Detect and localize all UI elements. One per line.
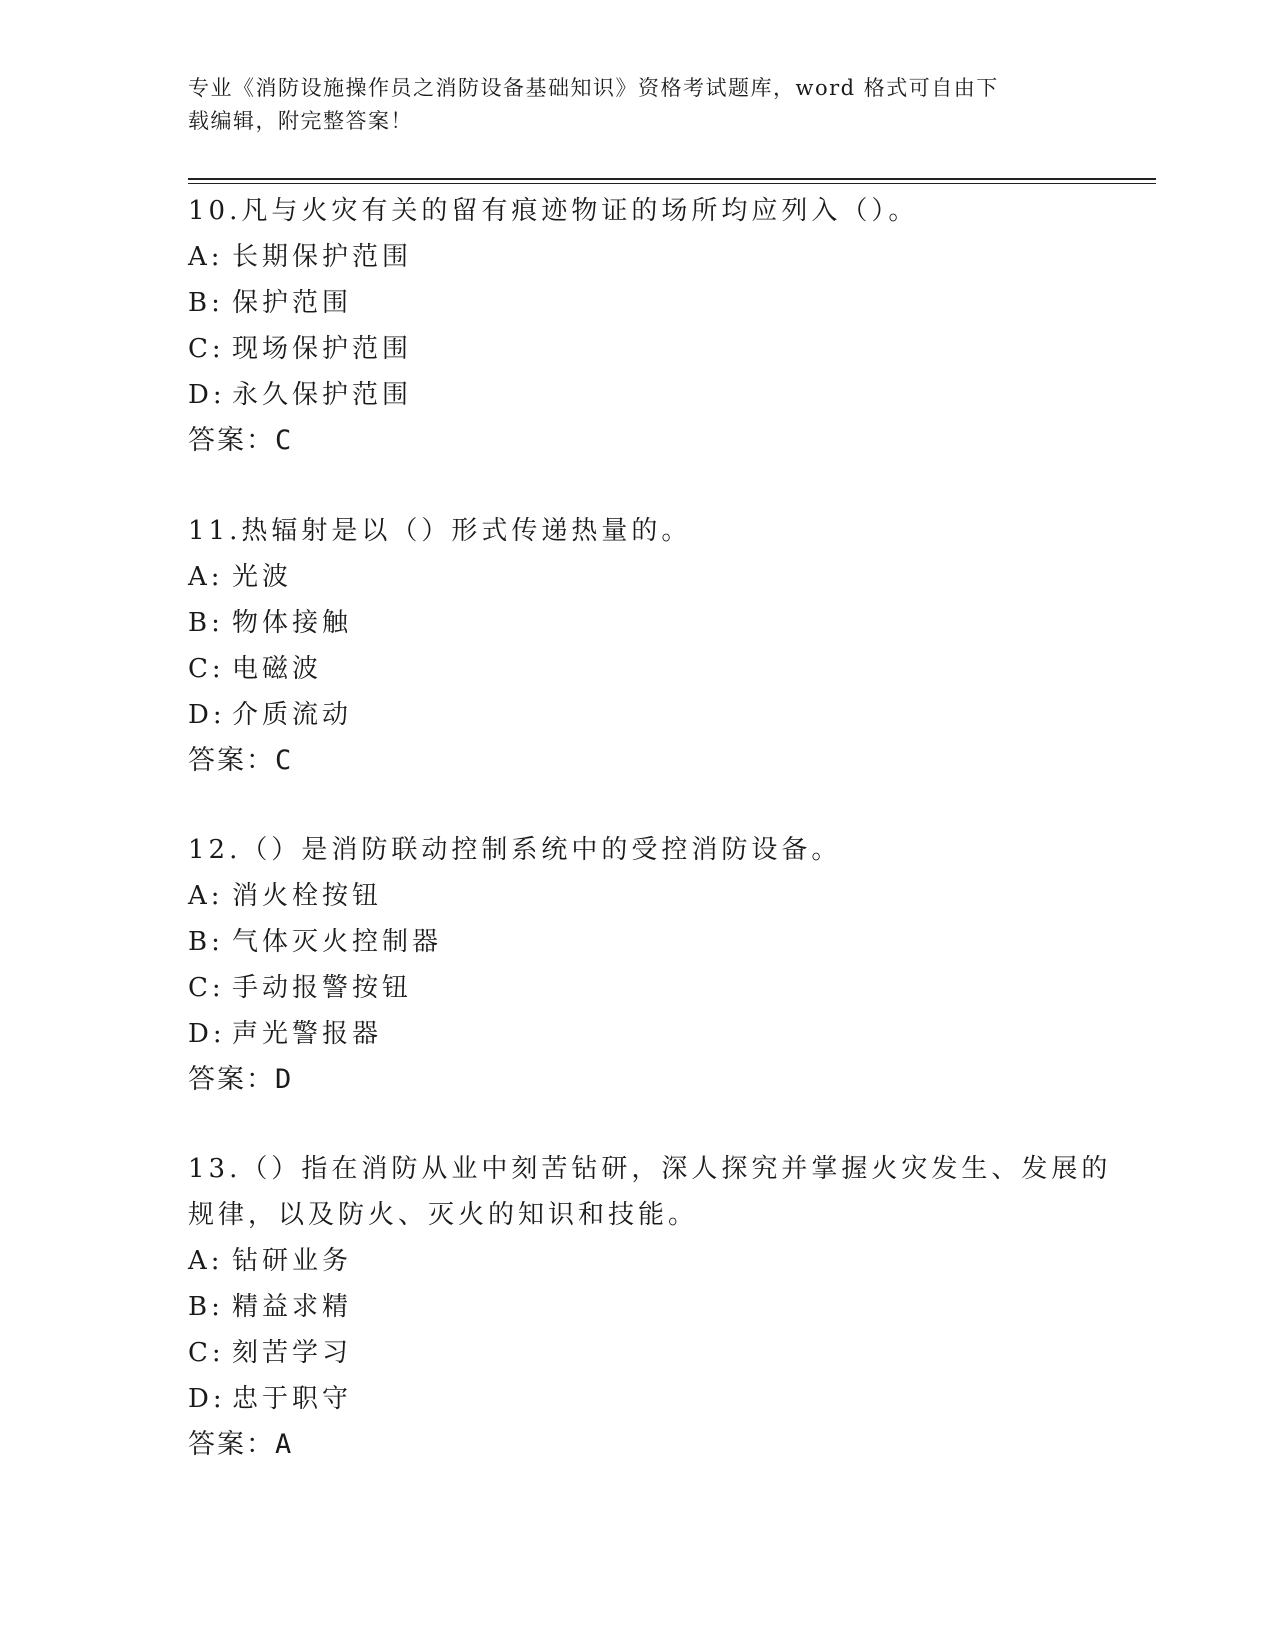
- option-text: 长期保护范围: [232, 242, 413, 272]
- option-letter: C:: [188, 973, 225, 1003]
- option-b: [188, 1284, 1088, 1330]
- option-letter: D:: [188, 700, 226, 730]
- option-a: [188, 234, 1088, 280]
- question-stem: 11.热辐射是以（）形式传递热量的。: [188, 516, 692, 546]
- option-letter: B:: [188, 927, 224, 957]
- answer-line: [188, 1422, 1088, 1468]
- answer-value: A: [275, 1429, 294, 1460]
- question-stem: 12.（）是消防联动控制系统中的受控消防设备。: [188, 835, 842, 865]
- answer-label: 答案：: [188, 425, 275, 456]
- option-c: [188, 1330, 1088, 1376]
- option-c: [188, 965, 1088, 1011]
- option-c: [188, 646, 1088, 692]
- option-letter: B:: [188, 608, 224, 638]
- question-13: [188, 1146, 1112, 1468]
- question-12: [188, 827, 1088, 1103]
- option-text: 手动报警按钮: [232, 973, 413, 1003]
- answer-label: 答案：: [188, 745, 275, 776]
- option-text: 永久保护范围: [232, 380, 413, 410]
- option-text: 钻研业务: [232, 1246, 353, 1276]
- option-letter: B:: [188, 288, 224, 318]
- answer-label: 答案：: [188, 1429, 275, 1460]
- option-text: 声光警报器: [232, 1019, 383, 1049]
- option-text: 物体接触: [232, 608, 353, 638]
- header-line-1: 专业《消防设施操作员之消防设备基础知识》资格考试题库，word 格式可自由下: [188, 76, 999, 100]
- option-letter: A:: [188, 242, 224, 272]
- answer-value: C: [275, 425, 294, 456]
- option-d: [188, 1376, 1088, 1422]
- option-letter: D:: [188, 380, 226, 410]
- option-text: 电磁波: [232, 654, 323, 684]
- option-text: 精益求精: [232, 1292, 353, 1322]
- option-b: [188, 919, 1088, 965]
- header-divider-thick: [188, 178, 1156, 180]
- answer-line: [188, 738, 1088, 784]
- option-letter: D:: [188, 1019, 226, 1049]
- question-stem-line-2: 规律，以及防火、灭火的知识和技能。: [188, 1200, 699, 1230]
- option-letter: D:: [188, 1384, 226, 1414]
- header-line-2: 载编辑，附完整答案！: [188, 109, 413, 133]
- option-text: 光波: [232, 562, 293, 592]
- option-a: [188, 1238, 1088, 1284]
- option-letter: A:: [188, 1246, 224, 1276]
- option-letter: B:: [188, 1292, 224, 1322]
- option-text: 忠于职守: [232, 1384, 353, 1414]
- option-d: [188, 372, 1088, 418]
- answer-line: [188, 418, 1088, 464]
- question-stem: 10.凡与火灾有关的留有痕迹物证的场所均应列入（）。: [188, 196, 919, 226]
- document-header: [188, 72, 1088, 138]
- question-stem-line-1: 13.（）指在消防从业中刻苦钻研，深人探究并掌握火灾发生、发展的: [188, 1154, 1112, 1184]
- option-a: [188, 873, 1088, 919]
- option-letter: C:: [188, 654, 225, 684]
- header-divider-thin: [188, 183, 1156, 184]
- option-letter: A:: [188, 562, 224, 592]
- question-10: [188, 188, 1088, 464]
- option-text: 消火栓按钮: [232, 881, 383, 911]
- question-11: [188, 508, 1088, 784]
- answer-value: C: [275, 745, 294, 776]
- option-text: 气体灭火控制器: [232, 927, 443, 957]
- answer-line: [188, 1057, 1088, 1103]
- option-c: [188, 326, 1088, 372]
- option-b: [188, 280, 1088, 326]
- option-text: 介质流动: [232, 700, 353, 730]
- option-letter: C:: [188, 1338, 225, 1368]
- option-b: [188, 600, 1088, 646]
- option-text: 刻苦学习: [232, 1338, 353, 1368]
- option-text: 现场保护范围: [232, 334, 413, 364]
- option-a: [188, 554, 1088, 600]
- option-d: [188, 692, 1088, 738]
- option-letter: C:: [188, 334, 225, 364]
- option-letter: A:: [188, 881, 224, 911]
- answer-label: 答案：: [188, 1064, 275, 1095]
- option-text: 保护范围: [232, 288, 353, 318]
- option-d: [188, 1011, 1088, 1057]
- answer-value: D: [275, 1064, 294, 1095]
